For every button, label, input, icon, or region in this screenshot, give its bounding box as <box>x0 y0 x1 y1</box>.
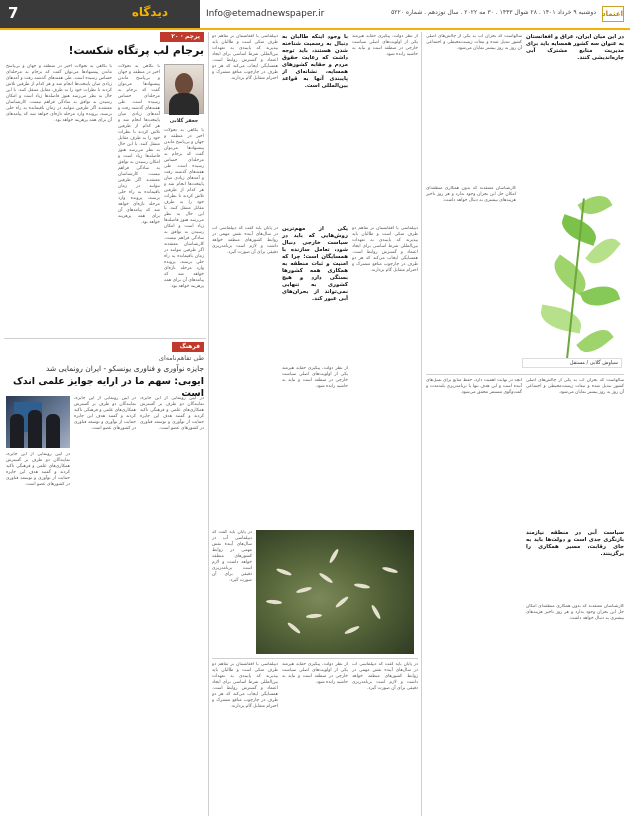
right-col-b-mid: سالهاست که بحران آب به یکی از چالش‌های اصلی کشور تبدیل شده و تبعات زیست‌محیطی و اجتماعی آن روز به روز بیشتر نمایان می‌شود. <box>526 378 624 395</box>
right-col-a-mid: کارشناسان معتقدند که بدون همکاری منطقه‌ای امکان حل این بحران وجود ندارد و هر روز تاخیر هزینه‌های بیشتری به دنبال خواهد داشت. <box>426 186 516 203</box>
culture-kicker: فرهنگ <box>172 342 204 352</box>
center-col-c-mid: دیپلماسی با افغانستان بر تفاهم دو طرف متکی است و طالبان باید بپذیرند که پایبندی به تعهدات بین‌المللی شرط اساسی برای ایجاد اعتماد و گسترش روابط است. همسایگی ایجاب می‌کند که هر دو طرف در چارچوب منافع مشترک و احترام متقابل گام بردارند. <box>352 226 418 273</box>
section-title: دیدگاه <box>131 5 168 19</box>
plant-caption: سیاوش گلابی / مستقل <box>522 358 622 368</box>
center-col-c-top: از نظر دولت، پیگیری حقابه هیرمند یکی از اولویت‌های اصلی سیاست خارجی در منطقه است و نباید به حاشیه رانده شود. <box>352 34 418 57</box>
center-col-b-top <box>282 34 348 224</box>
main-column-divider <box>208 32 209 816</box>
center-col-b-mid: از نظر دولت، پیگیری حقابه هیرمند یکی از اولویت‌های اصلی سیاست خارجی در منطقه است و نباید به حاشیه رانده شود. <box>282 366 348 389</box>
left-divider <box>4 338 206 339</box>
right-col-a-bot: آنچه در نهایت اهمیت دارد، حفظ منابع برای نسل‌های آینده است و این هدف تنها با برنامه‌ریزی بلندمدت و گفت‌وگوی مستمر محقق می‌شود. <box>426 378 522 395</box>
culture-headline-2: ایوبی: سهم ما در ارایه جوایز علمی اندک است <box>13 376 204 399</box>
ceremony-photo <box>6 396 70 448</box>
left-body-col-2: با نگاهی به تحولات اخیر در منطقه و جهان و بی‌پاسخ ماندن پیشنهادها می‌توان گفت که برجام به مرحله‌ای حساس رسیده است. طی هفته‌های گذشته رفت و آمدهای زیادی میان پایتخت‌ها انجام شد و هر کدام از طرفین تلاش کردند تا نظرات خود را به طرف مقابل منتقل کنند. با این حال به نظر می‌رسد هنوز فاصله‌ها زیاد است و امکان رسیدن به توافق به سادگی فراهم نیست. کارشناسان معتقدند اگر طرفین نتوانند در زمان باقیمانده به راه حلی برسند، پرونده وارد مرحله تازه‌ای خواهد شد که پیامدهای آن برای همه پرهزینه خواهد بود. <box>6 64 112 123</box>
right-bold-1: در این میان ایران، عراق و افغانستان به عنوان سه کشور همسایه باید برای مدیریت منابع مشترک آبی چاره‌اندیشی کنند. <box>526 34 624 61</box>
section-banner <box>0 0 200 28</box>
right-divider <box>426 374 624 375</box>
culture-headline-1: جایزه نوآوری و فناوری یونسکو - ایران رونمایی شد <box>45 364 204 373</box>
right-col-b-bot: کارشناسان معتقدند که بدون همکاری منطقه‌ای امکان حل این بحران وجود ندارد و هر روز تاخیر هزینه‌های بیشتری به دنبال خواهد داشت. <box>526 604 624 621</box>
culture-body-col-1: در آیین رونمایی از این جایزه، نمایندگان دو طرف بر گسترش همکاری‌های علمی و فرهنگی تاکید کردند و گفتند هدف این جایزه حمایت از نوآوری و توسعه فناوری در کشورهای عضو است. <box>6 452 70 487</box>
center-col-a-top: دیپلماسی با افغانستان بر تفاهم دو طرف متکی است و طالبان باید بپذیرند که پایبندی به تعهدات بین‌المللی شرط اساسی برای ایجاد اعتماد و گسترش روابط است. همسایگی ایجاب می‌کند که هر دو طرف در چارچوب منافع مشترک و احترام متقابل گام بردارند. <box>212 34 278 81</box>
center-col-a-bot: دیپلماسی با افغانستان بر تفاهم دو طرف متکی است و طالبان باید بپذیرند که پایبندی به تعهدات بین‌المللی شرط اساسی برای ایجاد اعتماد و گسترش روابط است. همسایگی ایجاب می‌کند که هر دو طرف در چارچوب منافع مشترک و احترام متقابل گام بردارند. <box>212 662 278 709</box>
center-col-a-mid: در پایان باید گفت که دیپلماسی آب در سال‌های آینده نقش مهمی در روابط کشورهای منطقه خواهد داشت و لازم است برنامه‌ریزی دقیقی برای آن صورت گیرد. <box>212 226 278 255</box>
issue-line: دوشنبه ۹ خرداد ۱۴۰۱ . ۲۸ شوال ۱۴۴۳ . ۳۰ مه ۲۰۲۲ . سال نوزدهم . شماره ۵۲۲۰ <box>391 9 596 16</box>
center-divider <box>212 658 418 659</box>
page-header <box>0 0 630 28</box>
page-number: 7 <box>8 4 19 22</box>
center-bold-1: با وجود اینکه طالبان به دنبال به رسمیت شناخته شدن هستند، باید توجه داشت که رعایت حقوق مردم و حقابه کشورهای همسایه، نشانه‌ای از پایبندی آنها به قواعد بین‌المللی است. <box>282 34 348 89</box>
right-column-divider <box>421 32 422 816</box>
left-headline: برجام لب پرتگاه شکست! <box>68 44 204 57</box>
right-col-b-top <box>526 34 624 184</box>
right-bold-2: سیاست آبی در منطقه نیازمند بازنگری جدی است و دولت‌ها باید به جای رقابت، مسیر همکاری را برگزینند. <box>526 530 624 557</box>
culture-body-col-3: در آیین رونمایی از این جایزه، نمایندگان دو طرف بر گسترش همکاری‌های علمی و فرهنگی تاکید کردند و گفتند هدف این جایزه حمایت از نوآوری و توسعه فناوری در کشورهای عضو است. <box>140 396 204 431</box>
author-portrait <box>164 64 204 114</box>
center-highlight: یکی از مهم‌ترین روش‌هایی که باید در سیاست خارجی دنبال شود، تعامل سازنده با همسایگان است؛ چرا که امنیت و ثبات منطقه به همکاری همه کشورها بستگی دارد و هیچ کشوری به تنهایی نمی‌تواند از بحران‌های آبی عبور کند. <box>282 226 348 302</box>
right-col-a-top: سالهاست که بحران آب به یکی از چالش‌های اصلی کشور تبدیل شده و تبعات زیست‌محیطی و اجتماعی آن روز به روز بیشتر نمایان می‌شود. <box>426 34 522 51</box>
center-side-col: در پایان باید گفت که دیپلماسی آب در سال‌های آینده نقش مهمی در روابط کشورهای منطقه خواهد داشت و لازم است برنامه‌ریزی دقیقی برای آن صورت گیرد. <box>212 530 252 583</box>
center-col-c-bot: در پایان باید گفت که دیپلماسی آب در سال‌های آینده نقش مهمی در روابط کشورهای منطقه خواهد داشت و لازم است برنامه‌ریزی دقیقی برای آن صورت گیرد. <box>352 662 418 691</box>
center-col-b-bot: از نظر دولت، پیگیری حقابه هیرمند یکی از اولویت‌های اصلی سیاست خارجی در منطقه است و نباید به حاشیه رانده شود. <box>282 662 348 685</box>
left-body-col-1: با نگاهی به تحولات اخیر در منطقه و جهان و بی‌پاسخ ماندن پیشنهادها می‌توان گفت که برجام به مرحله‌ای حساس رسیده است. طی هفته‌های گذشته رفت و آمدهای زیادی میان پایتخت‌ها انجام شد و هر کدام از طرفین تلاش کردند تا نظرات خود را به طرف مقابل منتقل کنند. با این حال به نظر می‌رسد هنوز فاصله‌ها زیاد است و امکان رسیدن به توافق به سادگی فراهم نیست. کارشناسان معتقدند اگر طرفین نتوانند در زمان باقیمانده به راه حلی برسند، پرونده وارد مرحله تازه‌ای خواهد شد که پیامدهای آن برای همه پرهزینه خواهد بود. <box>118 64 160 225</box>
culture-body-col-2: در آیین رونمایی از این جایزه، نمایندگان دو طرف بر گسترش همکاری‌های علمی و فرهنگی تاکید کردند و گفتند هدف این جایزه حمایت از نوآوری و توسعه فناوری در کشورهای عضو است. <box>74 396 136 431</box>
header-rule <box>0 28 630 30</box>
dead-fish-photo <box>256 530 414 654</box>
author-name: جعفر گلابی <box>169 118 199 124</box>
newspaper-logo: اعتماد <box>602 6 624 22</box>
left-kicker: پرچم · ۲۰ <box>160 32 204 42</box>
culture-sub: طی تفاهم‌نامه‌ای <box>158 354 204 362</box>
left-body-col-3: با نگاهی به تحولات اخیر در منطقه و جهان و بی‌پاسخ ماندن پیشنهادها می‌توان گفت که برجام به مرحله‌ای حساس رسیده است. طی هفته‌های گذشته رفت و آمدهای زیادی میان پایتخت‌ها انجام شد و هر کدام از طرفین تلاش کردند تا نظرات خود را به طرف مقابل منتقل کنند. با این حال به نظر می‌رسد هنوز فاصله‌ها زیاد است و امکان رسیدن به توافق به سادگی فراهم نیست. کارشناسان معتقدند اگر طرفین نتوانند در زمان باقیمانده به راه حلی برسند، پرونده وارد مرحله تازه‌ای خواهد شد که پیامدهای آن برای همه پرهزینه خواهد بود. <box>164 128 204 289</box>
email-address[interactable]: Info@etemadnewspaper.ir <box>206 9 325 19</box>
plant-illustration <box>520 186 626 370</box>
